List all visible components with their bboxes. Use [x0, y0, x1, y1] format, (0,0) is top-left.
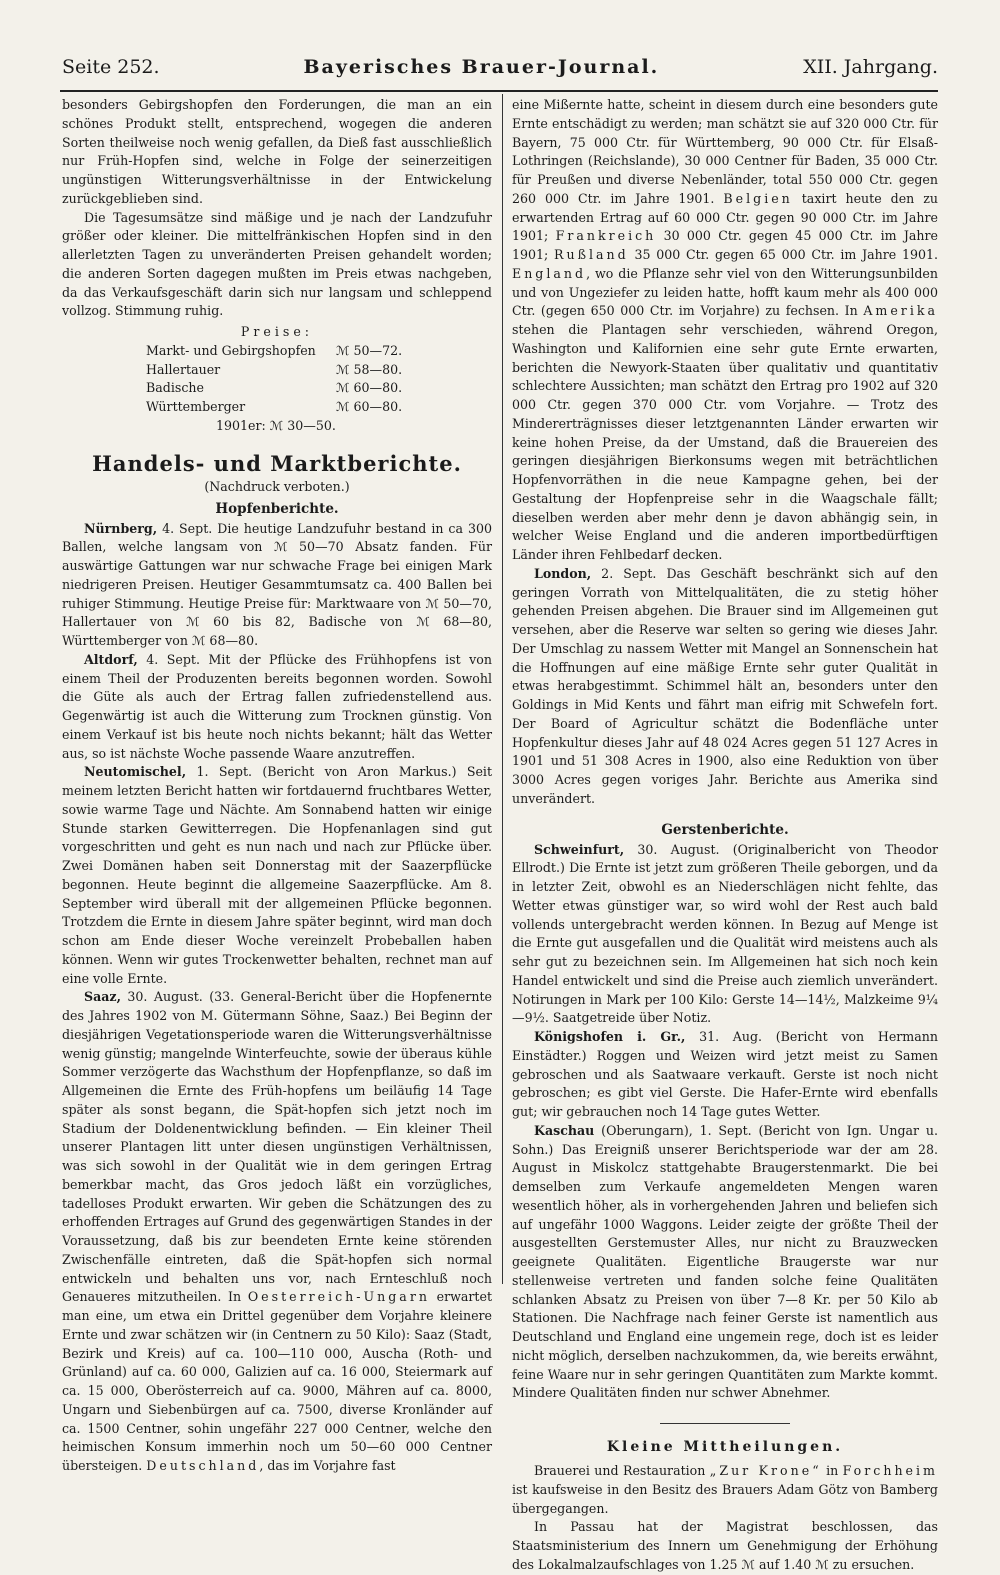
place-name: Schweinfurt,: [534, 841, 625, 857]
report-text: , wo die Pflanze sehr viel von den Witterungsunbilden und von Ungeziefer zu leiden hatte, hofft kaum mehr als 400 000 Ctr. (gegen 650 000 Ctr. im Vorjahre) zu fechsen. In: [512, 265, 938, 319]
section-title: Handels- und Marktberichte.: [92, 450, 462, 476]
left-column: [62, 96, 492, 1476]
report-text: , das im Vorjahre fast: [259, 1458, 396, 1473]
report-text: (Oberungarn), 1. Sept. (Bericht von Ign. Ungar u. Sohn.) Das Ereigniß unserer Berichtsperiode war der am 28. August in Miskolcz stattgehabte Braugerstenmarkt. Die bei demselben zum Verkaufe angemeldeten Mengen waren wesentlich höher, als in vorhergehenden Jahren und beliefen sich auf ungefähr 1000 Waggons. Leider zeigte der größte Theil der ausgestellten Gerstemuster Alles, nur nicht zu Brauzwecken geeignete Qualitäten. Eigentliche Braugerste war nur stellenweise vertreten und fanden solche feine Qualitäten schlanken Absatz zu Preisen von über 7—8 Kr. per 50 Kilo ab Stationen. Die Nachfrage nach feiner Gerste ist namentlich aus Deutschland und England eine ungemein rege, doch ist es leider nicht möglich, derselben nachzukommen, da, wie bereits erwähnt, feine Waare nur in sehr geringen Quantitäten zum Markte kommt. Mindere Qualitäten finden nur schwer Abnehmer.: [512, 1122, 938, 1401]
place-name: Nürnberg,: [84, 520, 158, 536]
price-value: ℳ 60—80.: [336, 380, 403, 396]
price-value: ℳ 58—80.: [336, 361, 403, 377]
price-name: Markt- und Gebirgshopfen: [146, 342, 316, 358]
section-separator: [660, 1423, 790, 1424]
place-name: Königshofen i. Gr.,: [534, 1029, 686, 1044]
report-text: 35 000 Ctr. gegen 65 000 Ctr. im Jahre 1901.: [628, 247, 938, 262]
intro-paragraph-1: besonders Gebirgshopfen den Forderungen, die man an ein schönes Produkt stellt, entsprechend, wogegen die anderen Sorten theilweise noch wenig gefallen, da Dieß fast ausschließlich nur Früh-Hopfen sind, welche in Folge der seinerzeitigen ungünstigen Witterungsverhältnisse in der Entwickelung zurückgeblieben sind.: [62, 97, 492, 206]
country-russland: Rußland: [554, 247, 629, 262]
news-item-passau: In Passau hat der Magistrat beschlossen, das Staatsministerium des Innern um Genehmigung der Erhöhung des Lokalmalzaufschlages von 1.25 ℳ auf 1.40 ℳ zu ersuchen.: [512, 1519, 938, 1572]
prices-heading: Preise:: [240, 324, 314, 339]
report-text: 4. Sept. Die heutige Landzufuhr bestand in ca 300 Ballen, welche langsam von ℳ 50—70 Absatz fanden. Für auswärtige Gattungen war nur schwache Frage bei einigen Mark niedrigeren Preisen. Heutiger Gesammtumsatz ca. 400 Ballen bei ruhiger Stimmung. Heutige Preise für: Marktwaare von ℳ 50—70, Hallertauer von ℳ 60 bis 82, Badische von ℳ 68—80, Württemberger von ℳ 68—80.: [62, 520, 492, 648]
country-england: England: [512, 265, 587, 281]
price-row: [62, 379, 492, 398]
country-deutschland: Deutschland: [146, 1458, 260, 1473]
column-divider: [502, 94, 503, 1284]
place-name: Kaschau: [534, 1122, 595, 1138]
report-text: taxirt heute den zu erwartenden Ertrag auf 60 000 Ctr. gegen 90 000 Ctr. im Jahre 1901;: [512, 190, 938, 244]
page-header: [62, 56, 938, 86]
report-text: 4. Sept. Mit der Pflücke des Frühhopfens ist von einem Theil der Produzenten bereits begonnen worden. Sowohl die Güte als auch der Ertrag fallen zufriedenstellend aus. Gegenwärtig ist auch die Witterung zum Trocknen günstig. Von einem Verkauf ist bis heute noch nichts bekannt; hält das Wetter aus, so ist nächste Woche passende Waare anzutreffen.: [62, 651, 492, 761]
report-text: 30. August. (33. General-Bericht über die Hopfenernte des Jahres 1902 von M. Gütermann Söhne, Saaz.) Bei Beginn der diesjährigen Vegetationsperiode waren die Witterungsverhältnisse wenig günstig; mangelnde Winterfeuchte, sowie der überaus kühle Sommer verzögerte das Wachsthum der Hopfenpflanze, so daß im Allgemeinen die Ernte des Früh-hopfens um beiläufig 14 Tage später als sonst begann, die Spät-hopfen sich jetzt noch im Stadium der Doldenentwicklung befinden. — Ein kleiner Theil unserer Plantagen litt unter diesen ungünstigen Verhältnissen, was sich sowohl in der Qualität wie in dem geringen Ertrag bemerkbar macht, das Gros jedoch läßt ein vorzügliches, tadelloses Produkt erwarten. Wir geben die Schätzungen des zu erhoffenden Ertrages auf Grund des gegenwärtigen Standes in der Voraussetzung, daß bis zur beendeten Ernte keine störenden Zwischenfälle eintreten, daß die Spät-hopfen sich normal entwickeln und behalten uns vor, nach Ernteschluß noch Genaueres mitzutheilen. In: [62, 989, 492, 1305]
price-value: ℳ 60—80.: [336, 399, 403, 414]
country-amerika: Amerika: [863, 303, 938, 319]
report-altdorf: [62, 651, 492, 764]
report-koenigshofen: [512, 1028, 938, 1122]
price-row: [62, 342, 492, 361]
page-number: Seite 252.: [62, 56, 160, 78]
right-column: [512, 96, 938, 1575]
report-schweinfurt: [512, 841, 938, 1029]
news-text: in: [821, 1463, 843, 1478]
header-rule: [60, 90, 938, 92]
journal-title: Bayerisches Brauer-Journal.: [303, 56, 660, 78]
place-name: London,: [534, 565, 592, 581]
report-saaz-continued: [512, 96, 938, 565]
news-text: Brauerei und Restauration: [534, 1463, 710, 1478]
place-name: Altdorf,: [84, 651, 138, 667]
report-saaz: [62, 988, 492, 1476]
price-1901: 1901er: ℳ 30—50.: [216, 417, 336, 433]
barley-reports-heading: Gerstenberichte.: [661, 821, 789, 838]
report-text: 30 000 Ctr. gegen 45 000 Ctr. im Jahre 1901;: [512, 228, 939, 262]
intro-paragraph-2: Die Tagesumsätze sind mäßige und je nach der Landzufuhr größer oder kleiner. Die mittelfränkischen Hopfen sind in den allerletzten Tagen zu unveränderten Preisen gehandelt worden; die anderen Sorten dagegen mußten im Preis etwas nachgeben, da das Verkaufsgeschäft darin sich nur langsam und schleppend vollzog. Stimmung ruhig.: [62, 209, 492, 319]
price-row: [62, 361, 492, 380]
place-name: Saaz,: [84, 989, 121, 1005]
price-value: ℳ 50—72.: [336, 342, 403, 358]
price-name: Württemberger: [146, 399, 246, 414]
report-london: [512, 565, 938, 809]
reprint-note: (Nachdruck verboten.): [204, 478, 350, 494]
report-text: eine Mißernte hatte, scheint in diesem durch eine besonders gute Ernte entschädigt zu werden; man schätzt sie auf 320 000 Ctr. für Bayern, 75 000 Ctr. für Württemberg, 90 000 Ctr. für Elsaß-Lothringen (Reichslande), 30 000 Centner für Baden, 35 000 Ctr. für Preußen und diverse Nebenländer, total 550 000 Ctr. gegen 260 000 Ctr. im Jahre 1901.: [512, 97, 938, 206]
news-text: ist kaufsweise in den Besitz des Brauers Adam Götz von Bamberg übergegangen.: [512, 1481, 938, 1516]
report-nuernberg: [62, 520, 492, 651]
report-kaschau: [512, 1122, 938, 1403]
country-belgien: Belgien: [723, 190, 793, 206]
hop-reports-heading: Hopfenberichte.: [215, 500, 339, 517]
report-neutomischel: [62, 763, 492, 988]
town-name: Forchheim: [842, 1463, 938, 1478]
price-name: Hallertauer: [146, 361, 221, 377]
volume-label: XII. Jahrgang.: [803, 56, 938, 78]
news-item-forchheim: [512, 1462, 938, 1518]
price-row: [62, 398, 492, 417]
report-text: 30. August. (Originalbericht von Theodor Ellrodt.) Die Ernte ist jetzt zum größeren Theile geborgen, und da in letzter Zeit, obwohl es an Niederschlägen nicht fehlte, das Wetter etwas günstiger war, so wird wohl der Rest auch bald vollends untergebracht werden können. In Bezug auf Menge ist die Ernte gut ausgefallen und die Qualität wird meistens auch als sehr gut zu bezeichnen sein. Im Allgemeinen hat sich noch kein Handel entwickelt und sind die Preise auch ziemlich unverändert. Notirungen in Mark per 100 Kilo: Gerste 14—14½, Malzkeime 9¼—9½. Saatgetreide über Notiz.: [512, 841, 938, 1026]
report-text: 2. Sept. Das Geschäft beschränkt sich auf den geringen Vorrath von Mittelqualitäten, die zu stetig höher gehenden Preisen abgehen. Die Brauer sind im Allgemeinen gut versehen, aber die Reserve war selten so gering wie dieses Jahr. Der Umschlag zu nassem Wetter mit Mangel an Sonnenschein hat die Hoffnungen auf eine mäßige Ernte sehr guter Qualität in etwas herabgestimmt. Schimmel hält an, besonders unter den Goldings in Mid Kents und fährt man eifrig mit Schwefeln fort. Der Board of Agricultur schätzt die Bodenfläche unter Hopfenkultur dieses Jahr auf 48 024 Acres gegen 51 127 Acres in 1901 und 51 308 Acres in 1900, also eine Reduktion von über 3000 Acres gegen voriges Jahr. Berichte aus Amerika sind unverändert.: [512, 565, 938, 806]
report-text: erwartet man eine, um etwa ein Drittel gegenüber dem Vorjahre kleinere Ernte und zwar schätzen wir (in Centnern zu 50 Kilo): Saaz (Stadt, Bezirk und Kreis) auf ca. 100—110 000, Auscha (Roth- und Grünland) auf ca. 60 000, Galizien auf ca. 16 000, Steiermark auf ca. 15 000, Oberösterreich auf ca. 9000, Mähren auf ca. 8000, Ungarn und Siebenbürgen auf ca. 7500, diverse Kronländer auf ca. 1500 Centner, sohin ungefähr 227 000 Centner, welche den heimischen Konsum immerhin noch um 50—60 000 Centner übersteigen.: [62, 1289, 492, 1473]
price-name: Badische: [146, 380, 204, 396]
report-text: 31. Aug. (Bericht von Hermann Einstädter.) Roggen und Weizen wird jetzt meist zu Samen gebroschen und als Saatwaare verkauft. Gerste ist noch nicht gebroschen; es gibt viel Gerste. Die Hafer-Ernte wird ebenfalls gut; wir gebrauchen noch 14 Tage gutes Wetter.: [512, 1029, 938, 1119]
inn-name: „Zur Krone“: [709, 1463, 822, 1478]
place-name: Neutomischel,: [84, 764, 187, 780]
small-news-heading: Kleine Mittheilungen.: [606, 1439, 844, 1455]
report-text: 1. Sept. (Bericht von Aron Markus.) Seit meinem letzten Bericht hatten wir fortdauernd fruchtbares Wetter, sowie warme Tage und Nächte. Am Sonnabend hatten wir einige Stunde starken Gewitterregen. Die Hopfenanlagen sind gut vorgeschritten und geht es nun nach und nach zur Pflücke über. Zwei Domänen haben seit Donnerstag mit der Saazerpflücke begonnen. Heute beginnt die allgemeine Saazerpflücke. Am 8. September wird überall mit der allgemeinen Pflücke begonnen. Trotzdem die Ernte in diesem Jahre später beginnt, wird man doch schon am Ende dieser Woche vereinzelt Probeballen haben können. Wenn wir gutes Trockenwetter behalten, rechnet man auf eine volle Ernte.: [62, 764, 492, 986]
country-oesterreich: Oesterreich-Ungarn: [247, 1289, 430, 1305]
country-frankreich: Frankreich: [555, 228, 657, 244]
report-text: stehen die Plantagen sehr verschieden, während Oregon, Washington und Kalifornien eine sehr gute Ernte erwarten, berichten die Newyork-Staaten über qualitativ und quantitativ schlechtere Aussichten; man schätzt den Ertrag pro 1902 auf 320 000 Ctr. gegen 370 000 Ctr. vom Vorjahre. — Trotz des Mindererträgnisses dieser letztgenannten Länder erwarten wir keine hohen Preise, da der Umstand, daß die Brauereien des geringen diesjährigen Bierkonsums wegen mit beträchtlichen Hopfenvorräthen in die neue Kampagne gehen, bei der Gestaltung der Hopfenpreise sehr in die Waagschale fällt; dieselben werden aber mehr denn je davon abhängig sein, in welcher Weise England und die anderen importbedürftigen Länder ihren Fehlbedarf decken.: [512, 322, 938, 562]
